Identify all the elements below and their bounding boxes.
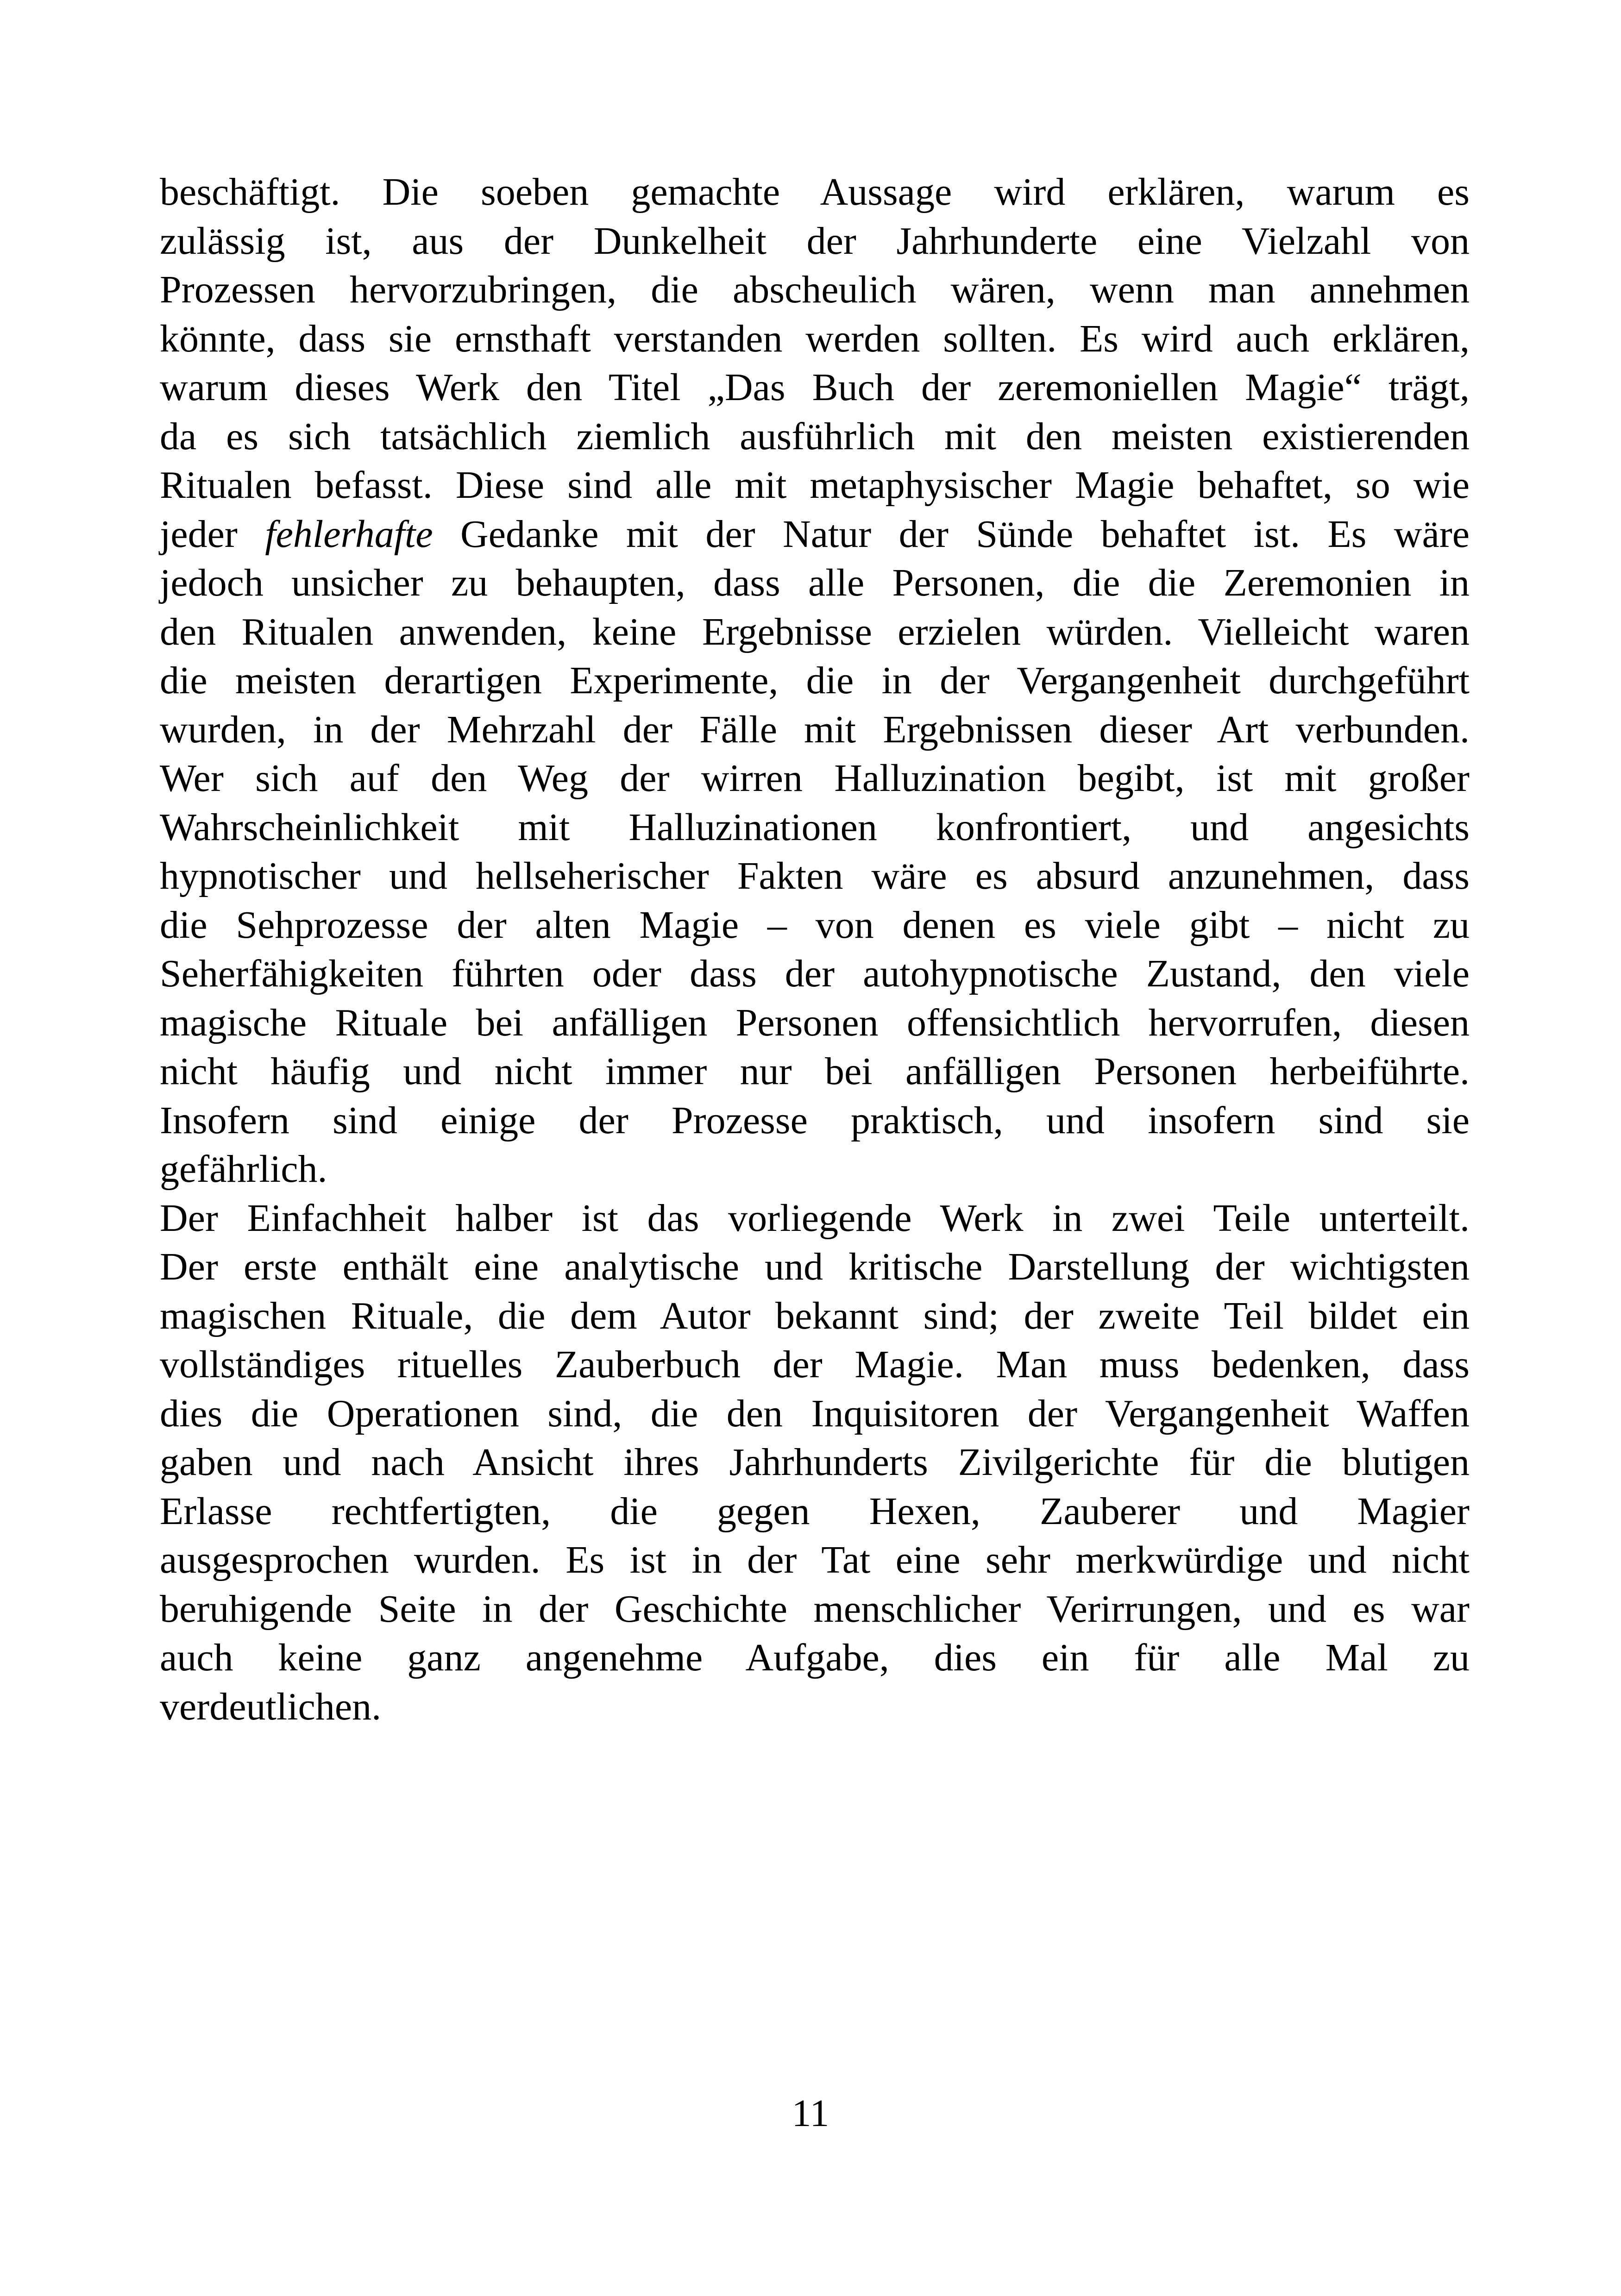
text-line: Der erste enthält eine analytische und kritische Darstellung der wichtigsten [160,1245,1470,1288]
paragraph-1 [160,168,1470,1194]
text-line: nicht häufig und nicht immer nur bei anfälligen Personen herbeiführte. [160,1050,1470,1093]
emphasis-text: fehlerhafte [265,512,433,556]
text-line: Wer sich auf den Weg der wirren Halluzination begibt, ist mit großer [160,757,1470,800]
text-line: vollständiges rituelles Zauberbuch der Magie. Man muss bedenken, dass [160,1343,1470,1386]
text-line: die meisten derartigen Experimente, die in der Vergangenheit durchgeführt [160,659,1470,702]
text-line: magische Rituale bei anfälligen Personen offensichtlich hervorrufen, diesen [160,1001,1470,1044]
text-line: Prozessen hervorzubringen, die abscheulich wären, wenn man annehmen [160,268,1470,311]
page-body [160,168,1470,1731]
page-number: 11 [792,2092,829,2135]
text-line: die Sehprozesse der alten Magie – von denen es viele gibt – nicht zu [160,903,1470,947]
text-line: magischen Rituale, die dem Autor bekannt sind; der zweite Teil bildet ein [160,1294,1470,1337]
text-line [160,510,1470,559]
text-line: Wahrscheinlichkeit mit Halluzinationen konfrontiert, und angesichts [160,805,1470,849]
text-line: auch keine ganz angenehme Aufgabe, dies ein für alle Mal zu [160,1636,1470,1679]
paragraph-2 [160,1194,1470,1731]
text-line: den Ritualen anwenden, keine Ergebnisse erzielen würden. Vielleicht waren [160,610,1470,653]
text-line: dies die Operationen sind, die den Inquisitoren der Vergangenheit Waffen [160,1392,1470,1435]
text-line: beschäftigt. Die soeben gemachte Aussage wird erklären, warum es [160,170,1470,213]
text-segment: jeder [160,512,265,556]
text-line: beruhigende Seite in der Geschichte menschlicher Verirrungen, und es war [160,1587,1470,1631]
text-line: wurden, in der Mehrzahl der Fälle mit Ergebnissen dieser Art verbunden. [160,708,1470,751]
text-line: Der Einfachheit halber ist das vorliegende Werk in zwei Teile unterteilt. [160,1196,1470,1240]
text-line: hypnotischer und hellseherischer Fakten wäre es absurd anzunehmen, dass [160,854,1470,897]
text-line: verdeutlichen. [160,1685,382,1728]
text-segment: Gedanke mit der Natur der Sünde behaftet ist. Es wäre [433,512,1470,556]
text-line: könnte, dass sie ernsthaft verstanden werden sollten. Es wird auch erklären, [160,317,1470,360]
text-line: ausgesprochen wurden. Es ist in der Tat eine sehr merkwürdige und nicht [160,1538,1470,1581]
text-line: gaben und nach Ansicht ihres Jahrhunderts Zivilgerichte für die blutigen [160,1441,1470,1484]
text-line: zulässig ist, aus der Dunkelheit der Jahrhunderte eine Vielzahl von [160,219,1470,263]
text-line: Ritualen befasst. Diese sind alle mit metaphysischer Magie behaftet, so wie [160,464,1470,507]
text-line: Seherfähigkeiten führten oder dass der autohypnotische Zustand, den viele [160,952,1470,995]
text-line: warum dieses Werk den Titel „Das Buch der zeremoniellen Magie“ trägt, [160,366,1470,409]
text-line: jedoch unsicher zu behaupten, dass alle Personen, die die Zeremonien in [160,561,1470,604]
text-line: Insofern sind einige der Prozesse praktisch, und insofern sind sie [160,1098,1470,1142]
text-line: Erlasse rechtfertigten, die gegen Hexen, Zauberer und Magier [160,1489,1470,1533]
text-line: da es sich tatsächlich ziemlich ausführlich mit den meisten existierenden [160,414,1470,458]
text-line: gefährlich. [160,1148,327,1191]
